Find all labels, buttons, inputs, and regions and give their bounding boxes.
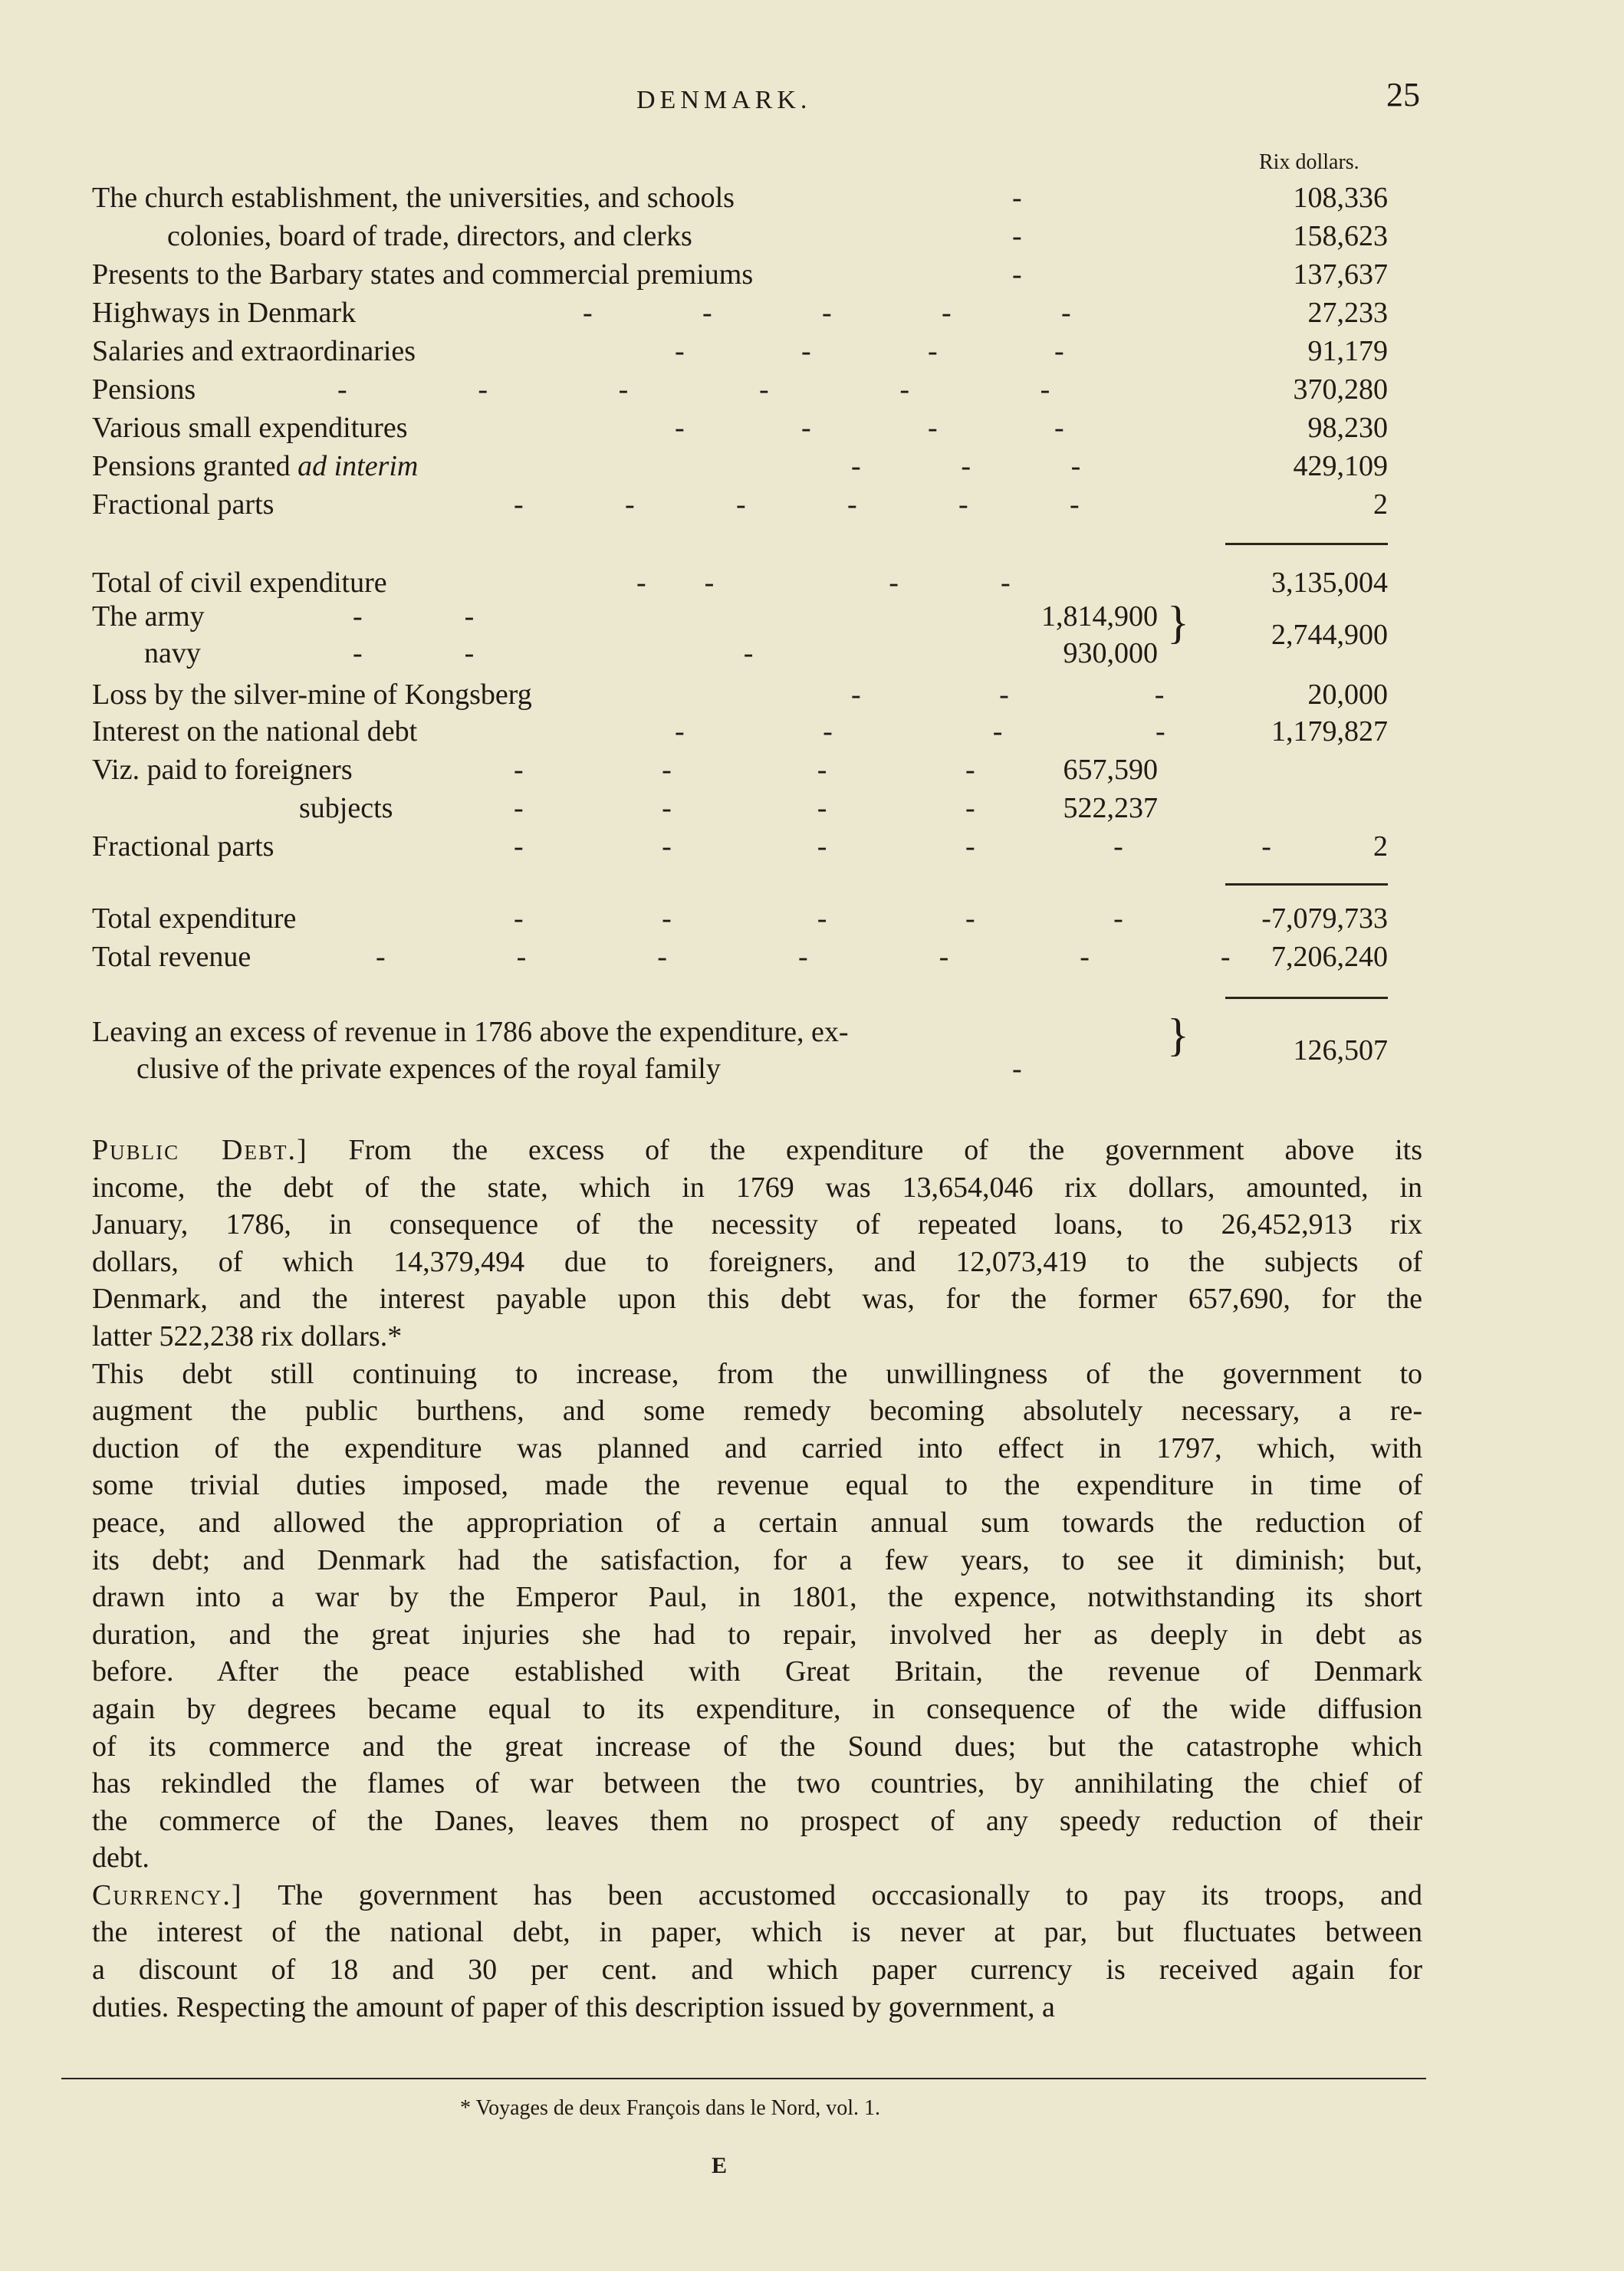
footnote-rule	[61, 2078, 1426, 2079]
body-text	[92, 1132, 1422, 2026]
row-label-text: Pensions granted	[92, 450, 298, 482]
row-label-text: Various small expenditures	[92, 412, 408, 444]
text-line	[92, 1280, 1422, 1318]
leader-dashes: - - - - - -	[514, 902, 1271, 935]
text-line	[92, 1318, 1422, 1356]
line-text: the commerce of the Danes, leaves them no prospect of any speedy reduction of their	[92, 1804, 1422, 1837]
leader-dash: -	[961, 450, 971, 482]
total-revenue-value: 7,206,240	[1271, 941, 1388, 973]
line-text: dollars, of which 14,379,494 due to foreigners, and 12,073,419 to the subjects of	[92, 1245, 1422, 1278]
text-line	[92, 1728, 1422, 1766]
leader-dashes: -	[1012, 1053, 1022, 1085]
leader-dash: -	[822, 297, 832, 329]
line-text: before. After the peace established with Great Britain, the revenue of Denmark	[92, 1655, 1422, 1688]
row-label-text: Pensions	[92, 373, 196, 406]
text-line	[92, 1877, 1422, 1914]
sum-rule	[1225, 997, 1388, 999]
leader-dashes: - - -	[851, 679, 1165, 711]
table-row-value: 137,637	[1293, 258, 1388, 291]
line-text: debt.	[92, 1842, 150, 1875]
leader-dash: -	[583, 297, 593, 329]
leader-dash: -	[675, 335, 685, 367]
text-line	[92, 1803, 1422, 1840]
text-line	[92, 1839, 1422, 1877]
subjects-value: 522,237	[1063, 792, 1158, 824]
leader-dash: -	[801, 412, 811, 444]
leader-dash: -	[928, 335, 938, 367]
row-label-text: The church establishment, the universities, and schools	[92, 182, 735, 214]
leader-dash: -	[1070, 450, 1081, 482]
table-row-label	[92, 411, 408, 449]
line-text: its debt; and Denmark had the satisfaction, for a few years, to see it diminish; but,	[92, 1543, 1422, 1576]
text-line	[92, 1504, 1422, 1542]
navy-value: 930,000	[1063, 637, 1158, 669]
text-line	[92, 1765, 1422, 1803]
sum-rule	[1225, 543, 1388, 545]
line-text: January, 1786, in consequence of the necessity of repeated loans, to 26,452,913 rix	[92, 1208, 1422, 1241]
leader-dashes: - - - - - -	[514, 830, 1271, 863]
leader-dashes: - - -	[353, 637, 754, 669]
line-text: of its commerce and the great increase of the Sound dues; but the catastrophe which	[92, 1730, 1422, 1763]
line-text: latter 522,238 rix dollars.*	[92, 1320, 403, 1352]
leader-dash: -	[801, 335, 811, 367]
silver-mine-label: Loss by the silver-mine of Kongsberg	[92, 679, 532, 711]
leader-dash: -	[958, 488, 968, 521]
leader-dash: -	[1040, 373, 1050, 406]
leader-dashes: - - - -	[636, 567, 1011, 599]
leader-dash: -	[1061, 297, 1071, 329]
foreigners-value: 657,590	[1063, 754, 1158, 786]
public-debt-paragraph	[92, 1132, 1422, 1356]
line-text: Denmark, and the interest payable upon this debt was, for the former 657,690, for the	[92, 1283, 1422, 1316]
running-title: DENMARK.	[636, 86, 812, 114]
text-line	[92, 1132, 1422, 1169]
line-text: drawn into a war by the Emperor Paul, in 1801, the expence, notwithstanding its short	[92, 1581, 1422, 1614]
page-number: 25	[1386, 76, 1420, 113]
table-row-label	[92, 181, 735, 219]
sum-rule	[1225, 883, 1388, 886]
leader-dash: -	[625, 488, 635, 521]
leader-dash: -	[736, 488, 746, 521]
line-text: duration, and the great injuries she had to repair, involved her as deeply in debt as	[92, 1618, 1422, 1651]
line-text: The government has been accustomed occcasionally to pay its troops, and	[242, 1878, 1422, 1911]
interest-label: Interest on the national debt	[92, 715, 418, 748]
leader-dash: -	[675, 412, 685, 444]
leader-dash: -	[1054, 335, 1064, 367]
leader-dash: -	[1070, 488, 1080, 521]
leader-dash: -	[1012, 220, 1022, 252]
text-line	[92, 1653, 1422, 1691]
footnote: * Voyages de deux François dans le Nord, vol. 1.	[460, 2096, 880, 2120]
civil-total-value: 3,135,004	[1271, 567, 1388, 599]
line-text: has rekindled the flames of war between the two countries, by annihilating the chief of	[92, 1767, 1422, 1800]
leader-dash: -	[899, 373, 909, 406]
leader-dashes: - - - -	[514, 754, 975, 786]
army-navy-total: 2,744,900	[1271, 619, 1388, 651]
excess-line-1: Leaving an excess of revenue in 1786 above the expenditure, ex-	[92, 1016, 849, 1048]
row-label-text: colonies, board of trade, directors, and clerks	[167, 220, 692, 252]
unit-label: Rix dollars.	[1259, 150, 1359, 174]
excess-value: 126,507	[1293, 1034, 1388, 1066]
fractional-value: 2	[1373, 830, 1388, 863]
right-brace: }	[1167, 1010, 1189, 1060]
text-line	[92, 1542, 1422, 1579]
row-label-text: Fractional parts	[92, 488, 275, 521]
total-expenditure-value: 7,079,733	[1271, 902, 1388, 935]
text-line	[92, 1914, 1422, 1951]
line-text: This debt still continuing to increase, from the unwillingness of the government to	[92, 1357, 1422, 1390]
text-line	[92, 1467, 1422, 1504]
excess-line-2: clusive of the private expences of the royal family	[136, 1053, 721, 1085]
table-row-label	[92, 296, 356, 334]
text-line	[92, 1169, 1422, 1207]
row-label-text: Salaries and extraordinaries	[92, 335, 416, 367]
leader-dash: -	[1012, 182, 1022, 214]
silver-mine-value: 20,000	[1307, 679, 1388, 711]
text-line	[92, 1356, 1422, 1393]
line-text: duction of the expenditure was planned and carried into effect in 1797, which, with	[92, 1431, 1422, 1464]
leader-dashes: - - - -	[514, 792, 975, 824]
leader-dashes: - - - - - - -	[376, 941, 1231, 973]
leader-dash: -	[851, 450, 861, 482]
text-line	[92, 1430, 1422, 1467]
leader-dash: -	[942, 297, 952, 329]
text-line	[92, 1691, 1422, 1728]
table-row-value: 98,230	[1307, 412, 1388, 444]
foreigners-label: Viz. paid to foreigners	[92, 754, 353, 786]
leader-dash: -	[1054, 412, 1064, 444]
section-heading: Currency.]	[92, 1878, 243, 1911]
table-row-label	[92, 488, 274, 526]
table-row-label	[167, 219, 692, 258]
line-text: a discount of 18 and 30 per cent. and which paper currency is received again for	[92, 1954, 1422, 1987]
navy-label: navy	[144, 637, 201, 669]
table-row-value: 91,179	[1307, 335, 1388, 367]
text-line	[92, 1616, 1422, 1654]
line-text: duties. Respecting the amount of paper of this description issued by government, a	[92, 1990, 1055, 2023]
civil-total-label: Total of civil expenditure	[92, 567, 387, 599]
table-row-value: 370,280	[1293, 373, 1388, 406]
table-row-value: 429,109	[1293, 450, 1388, 482]
table-row-value: 27,233	[1307, 297, 1388, 329]
line-text: income, the debt of the state, which in 1769 was 13,654,046 rix dollars, amounted, in	[92, 1171, 1422, 1204]
leader-dash: -	[618, 373, 629, 406]
text-line	[92, 1951, 1422, 1989]
currency-paragraph	[92, 1877, 1422, 2026]
leader-dash: -	[1012, 258, 1022, 291]
row-label-text: Highways in Denmark	[92, 297, 357, 329]
line-text: augment the public burthens, and some remedy becoming absolutely necessary, a re-	[92, 1395, 1422, 1428]
text-line	[92, 1989, 1422, 2026]
table-row-label	[92, 334, 416, 373]
line-text: some trivial duties imposed, made the revenue equal to the expenditure in time of	[92, 1469, 1422, 1502]
row-label-italic: ad interim	[298, 450, 419, 482]
text-line	[92, 1579, 1422, 1616]
table-row-label	[92, 373, 196, 411]
leader-dash: -	[514, 488, 524, 521]
leader-dashes: - -	[353, 600, 475, 633]
leader-dash: -	[928, 412, 938, 444]
right-brace: }	[1167, 597, 1189, 648]
table-row-value: 2	[1373, 488, 1388, 521]
total-expenditure-label: Total expenditure	[92, 902, 297, 935]
leader-dash: -	[759, 373, 769, 406]
row-label-text: Presents to the Barbary states and commercial premiums	[92, 258, 754, 291]
subjects-label: subjects	[299, 792, 393, 824]
line-text: peace, and allowed the appropriation of a certain annual sum towards the reduction of	[92, 1506, 1422, 1539]
table-row-value: 108,336	[1293, 182, 1388, 214]
text-line	[92, 1392, 1422, 1430]
interest-value: 1,179,827	[1271, 715, 1388, 748]
leader-dash: -	[337, 373, 347, 406]
leader-dash: -	[478, 373, 488, 406]
leader-dash: -	[847, 488, 857, 521]
total-revenue-label: Total revenue	[92, 941, 251, 973]
signature-mark: E	[712, 2153, 728, 2178]
line-text: From the excess of the expenditure of the government above its	[307, 1134, 1422, 1166]
table-row-value: 158,623	[1293, 220, 1388, 252]
debt-increase-paragraph	[92, 1356, 1422, 1877]
leader-dash: -	[702, 297, 712, 329]
text-line	[92, 1244, 1422, 1281]
table-row-label	[92, 258, 753, 296]
army-value: 1,814,900	[1041, 600, 1158, 633]
leader-dashes: - - - -	[675, 715, 1165, 748]
army-label: The army	[92, 600, 205, 633]
line-text: again by degrees became equal to its expenditure, in consequence of the wide diffusion	[92, 1692, 1422, 1725]
text-line	[92, 1206, 1422, 1244]
fractional-label: Fractional parts	[92, 830, 275, 863]
section-heading: Public Debt.]	[92, 1134, 308, 1166]
table-row-label	[92, 449, 418, 488]
line-text: the interest of the national debt, in paper, which is never at par, but fluctuates between	[92, 1916, 1422, 1949]
